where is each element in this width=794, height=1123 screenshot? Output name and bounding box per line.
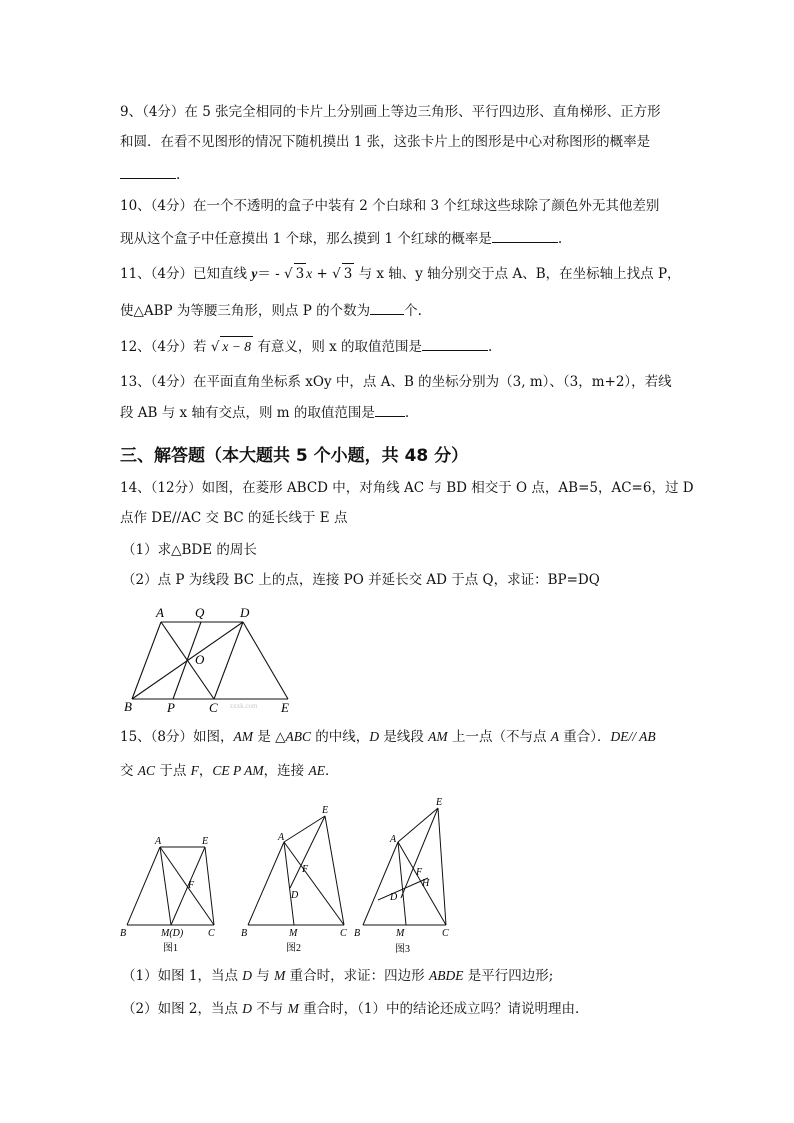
q15-t7: 交 (120, 763, 138, 779)
q15-sub1-b: 与 (252, 968, 275, 984)
fig3-caption: 图3 (395, 944, 410, 955)
q11-end: 个. (404, 303, 422, 319)
section-heading: 三、解答题（本大题共 5 个小题，共 48 分） (120, 446, 469, 466)
q15-line1 (120, 727, 656, 747)
q11-plus: + (312, 266, 333, 282)
fig1-F: F (188, 880, 195, 891)
fig3-C: C (442, 928, 449, 939)
q9-line2: 和圆．在看不见图形的情况下随机摸出 1 张，这张卡片上的图形是中心对称图形的概率是 (120, 134, 651, 150)
fig2-E: E (322, 805, 329, 816)
q11-rest: 与 x 轴、y 轴分别交于点 A、B，在坐标轴上找点 P， (354, 266, 681, 282)
fig2-F: F (302, 864, 309, 875)
q15-t10: ，连接 (263, 763, 309, 779)
label-C: C (209, 700, 218, 715)
q15-F: F (190, 763, 199, 778)
q15-t1: 15、（8分）如图， (120, 729, 234, 745)
fig1-C: C (208, 928, 215, 939)
q15-t2: 是 (253, 729, 276, 745)
q15-sub1-M: M (274, 968, 286, 983)
answer-blank (492, 228, 558, 243)
q11-line2 (120, 300, 422, 321)
label-Q: Q (195, 605, 205, 620)
fig3-A: A (390, 834, 397, 845)
fig3-F: F (416, 867, 423, 878)
q10-end: . (557, 231, 563, 247)
q11-y: y (251, 266, 258, 281)
q15-t4: 是线段 (379, 729, 429, 745)
q15-sub2-D: D (242, 1001, 253, 1016)
q15-sub2-b: 不与 (252, 1001, 288, 1017)
q15-AE: AE (308, 763, 325, 778)
q15-DEAB: DE// AB (610, 729, 656, 744)
fig3-M: M (396, 928, 405, 939)
answer-blank (120, 164, 176, 179)
fig1-E: E (202, 836, 209, 847)
q15-t11: ． (324, 763, 339, 779)
q14-sub2: （2）点 P 为线段 BC 上的点，连接 PO 并延长交 AD 于点 Q，求证：BP=DQ (122, 572, 600, 588)
q15-D: D (369, 729, 380, 744)
answer-blank (422, 336, 488, 351)
q13-text2: 段 AB 与 x 轴有交点，则 m 的取值范围是 (120, 405, 375, 421)
q15-sub2-a: （2）如图 2，当点 (122, 1001, 243, 1017)
q15-AC: AC (137, 763, 156, 778)
q15-AM2: AM (428, 729, 448, 744)
q10-line1: 10、（4分）在一个不透明的盒子中装有 2 个白球和 3 个红球这些球除了颜色外无其他差别 (120, 198, 660, 214)
fig1-caption: 图1 (163, 943, 178, 954)
figure-1 (115, 830, 225, 956)
fig1-A: A (155, 836, 162, 847)
q12-end: . (488, 339, 493, 355)
q11-sqrt2: 3 (342, 263, 355, 284)
q15-t5: 上一点（不与点 (447, 729, 551, 745)
q15-A: A (550, 729, 559, 744)
q11-prefix: 11、（4分）已知直线 (120, 266, 252, 282)
q15-AM: AM (233, 729, 254, 744)
q10-line2 (120, 228, 562, 249)
rhombus-figure (118, 598, 318, 716)
q15-sub2 (122, 999, 589, 1019)
fig2-A: A (278, 832, 285, 843)
watermark: zxxk.com (230, 702, 258, 710)
figure-2 (236, 800, 356, 956)
q14-sub1: （1）求△BDE 的周长 (122, 542, 257, 558)
q12-rest: 有意义，则 x 的取值范围是 (253, 339, 423, 355)
q9-line1: 9、（4分）在 5 张完全相同的卡片上分别画上等边三角形、平行四边形、直角梯形、正方形 (120, 104, 661, 120)
q13-line2 (120, 402, 409, 423)
fig3-B: B (354, 928, 361, 939)
q14-line2: 点作 DE//AC 交 BC 的延长线于 E 点 (120, 510, 348, 526)
q13-end: . (404, 405, 410, 421)
q15-sub2-M: M (287, 1001, 299, 1016)
fig2-B: B (241, 928, 248, 939)
q14-line1: 14、（12分）如图，在菱形 ABCD 中，对角线 AC 与 BD 相交于 O 点，AB=5，AC=6，过 D (120, 480, 694, 496)
q12-line: 12、（4分）若 √ x − 8 有意义，则 x 的取值范围是 . (120, 336, 492, 357)
fig2-D: D (291, 890, 299, 901)
q15-line2 (120, 761, 338, 781)
q15-sub1-c: 重合时，求证：四边形 (285, 968, 429, 984)
fig3-H: H (422, 878, 430, 889)
q15-t9: ， (198, 763, 213, 779)
q15-t6: 重合）． (559, 729, 611, 745)
q15-CEAM: CE P AM (212, 763, 264, 778)
q9-line3 (120, 164, 180, 185)
answer-blank (370, 300, 404, 315)
q15-t3: 的中线， (311, 729, 370, 745)
figure-3 (350, 790, 462, 956)
label-P: P (167, 700, 175, 715)
answer-blank (375, 402, 405, 417)
label-E: E (281, 700, 289, 715)
fig2-M: M (289, 928, 298, 939)
label-O: O (195, 652, 205, 667)
q15-sub1-d: 是平行四边形; (463, 968, 554, 984)
label-B: B (124, 699, 132, 714)
q10-text: 现从这个盒子中任意摸出 1 个球，那么摸到 1 个红球的概率是 (120, 231, 492, 247)
fig1-B: B (120, 928, 127, 939)
fig2-caption: 图2 (286, 943, 301, 954)
q11-text2: 使△ABP 为等腰三角形，则点 P 的个数为 (120, 303, 371, 319)
fig2-C: C (340, 928, 347, 939)
q11-x: x (306, 266, 313, 281)
q11-sqrt1: 3 (294, 263, 307, 284)
q9-end: . (176, 167, 181, 183)
fig3-E: E (436, 797, 443, 808)
q15-sub1-D: D (242, 968, 253, 983)
q15-sub1 (122, 966, 553, 986)
fig1-M: M(D) (161, 928, 184, 939)
label-A: A (156, 605, 164, 620)
q11-eq: ＝ - (257, 266, 284, 282)
label-D: D (240, 605, 250, 620)
q15-sub1-a: （1）如图 1，当点 (122, 968, 243, 984)
q15-t8: 于点 (155, 763, 191, 779)
q11-line1: 11、（4分）已知直线 y＝ - √ 3 x + √ 3 与 x 轴、y 轴分别交于点 A、B，在坐标轴上找点 P， (120, 263, 681, 284)
q15-sub2-c: 重合时，（1）中的结论还成立吗？请说明理由． (298, 1001, 589, 1017)
q12-prefix: 12、（4分）若 (120, 339, 211, 355)
q13-line1: 13、（4分）在平面直角坐标系 xOy 中，点 A、B 的坐标分别为（3, m）、（3，m+2），若线 (120, 374, 672, 390)
q15-tri: △ABC (275, 729, 312, 744)
fig3-D: D (390, 892, 398, 903)
q15-sub1-quad: ABDE (428, 968, 464, 983)
q12-radicand: x − 8 (220, 336, 253, 357)
